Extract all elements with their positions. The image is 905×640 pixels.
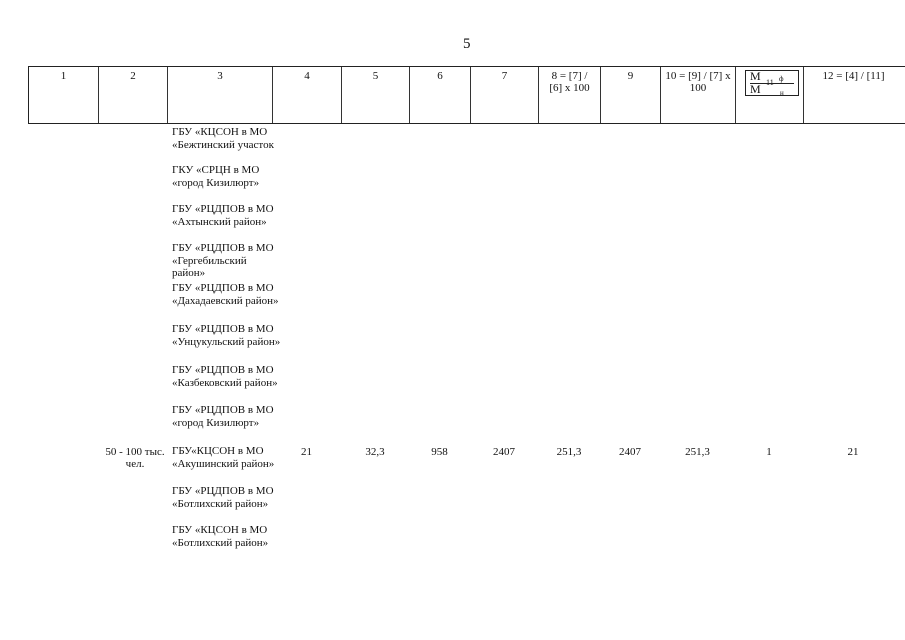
org-entry: ГБУ«КЦСОН в МО «Акушинский район» <box>172 445 275 470</box>
value-col-8: 251,3 <box>556 446 582 458</box>
header-col-7: 7 <box>470 67 538 123</box>
header-col-3: 3 <box>167 67 272 123</box>
org-entry: ГКУ «СРЦН в МО «город Кизилюрт» <box>172 164 260 189</box>
value-col-9: 2407 <box>619 446 641 458</box>
value-col-12: 21 <box>847 446 859 458</box>
org-entry: ГБУ «РЦДПОВ в МО «Гергебильский район» <box>172 242 274 279</box>
header-col-11 <box>735 67 803 123</box>
org-entry: ГБУ «РЦДПОВ в МО «город Кизилюрт» <box>172 404 274 429</box>
page-number: 5 <box>463 36 471 52</box>
header-col-1: 1 <box>28 67 98 123</box>
org-entry: ГБУ «РЦДПОВ в МО «Ахтынский район» <box>172 203 274 228</box>
org-entry: ГБУ «РЦДПОВ в МО «Унцукульский район» <box>172 323 281 348</box>
value-col-6: 958 <box>431 446 448 458</box>
header-col-6: 6 <box>409 67 470 123</box>
org-entry: ГБУ «РЦДПОВ в МО «Ботлихский район» <box>172 485 274 510</box>
value-col-7: 2407 <box>493 446 515 458</box>
org-entry: ГБУ «КЦСОН в МО «Ботлихский район» <box>172 524 269 549</box>
ratio-formula: M 11 ф M н <box>745 70 799 96</box>
header-col-12: 12 = [4] / [11] <box>803 67 903 123</box>
header-col-4: 4 <box>272 67 341 123</box>
value-col-11: 1 <box>766 446 772 458</box>
org-entry: ГБУ «РЦДПОВ в МО «Дахадаевский район» <box>172 282 279 307</box>
header-col-8: 8 = [7] / [6] x 100 <box>538 67 600 123</box>
org-entry: ГБУ «КЦСОН в МО «Бежтинский участок <box>172 126 274 151</box>
org-entry: ГБУ «РЦДПОВ в МО «Казбековский район» <box>172 364 278 389</box>
value-col-5: 32,3 <box>365 446 385 458</box>
header-col-5: 5 <box>341 67 409 123</box>
table-header <box>28 66 905 124</box>
header-col-2: 2 <box>98 67 167 123</box>
population-category: 50 - 100 тыс. чел. <box>105 446 165 470</box>
value-col-10: 251,3 <box>685 446 710 458</box>
value-col-4: 21 <box>301 446 312 458</box>
header-col-10: 10 = [9] / [7] x 100 <box>660 67 735 123</box>
header-col-9: 9 <box>600 67 660 123</box>
